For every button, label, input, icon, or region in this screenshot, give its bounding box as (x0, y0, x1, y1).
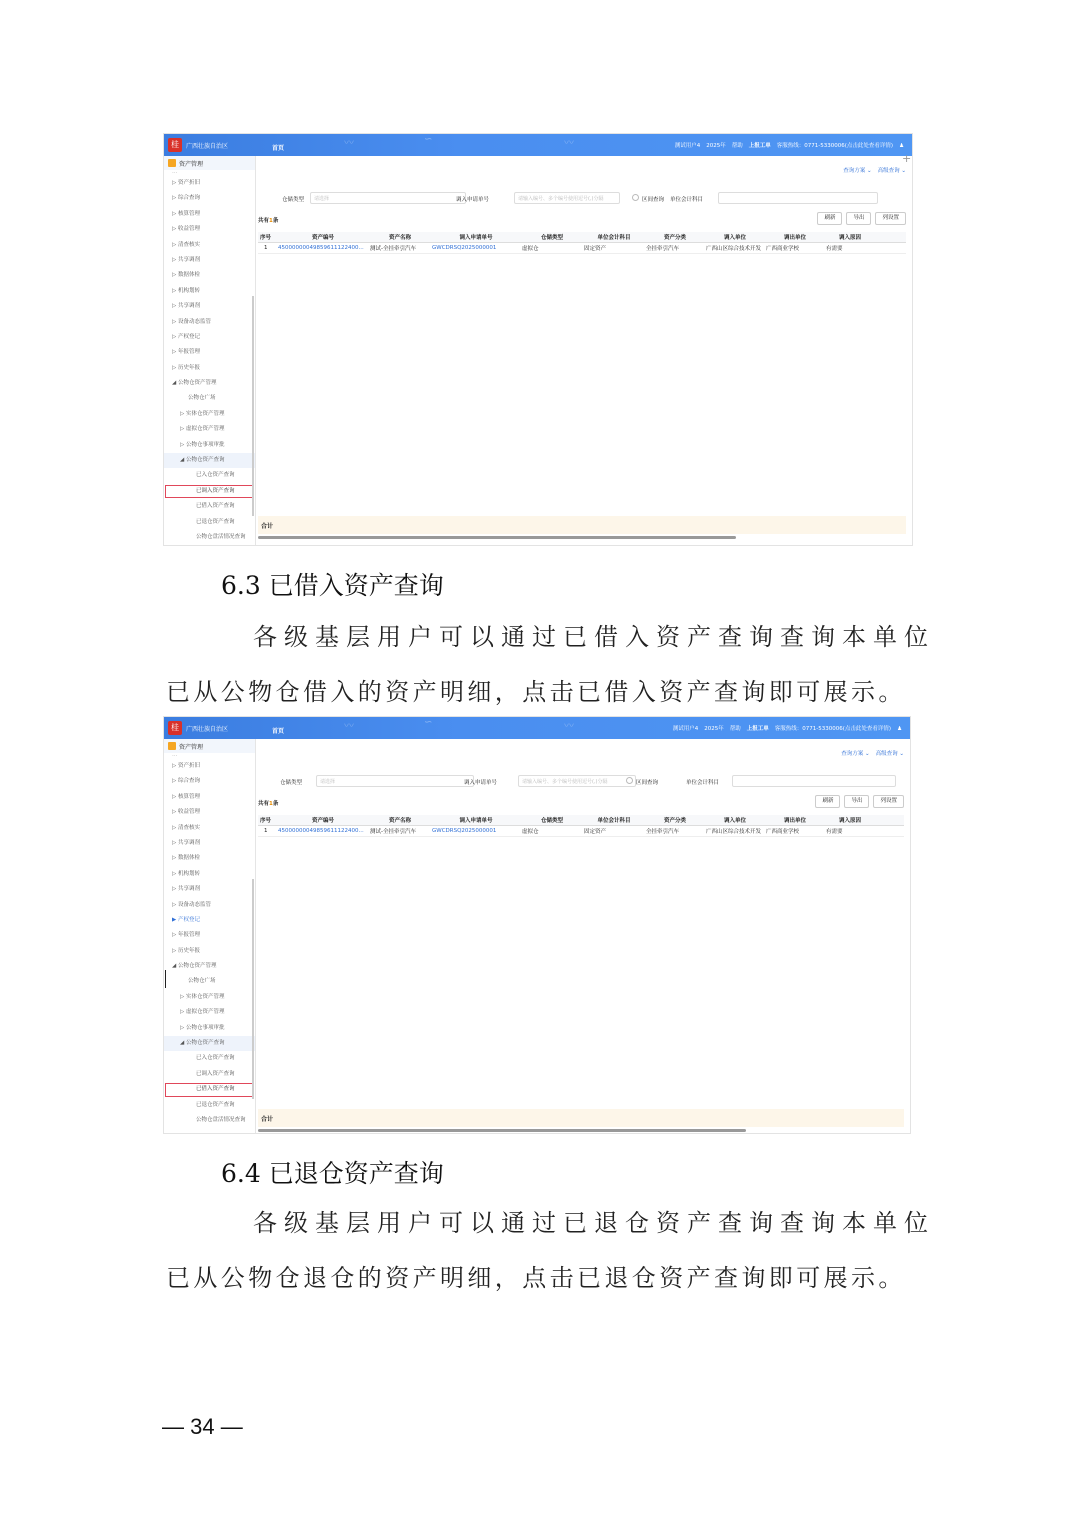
sidebar-item[interactable]: 已借入资产查询 (196, 503, 235, 510)
sidebar-item[interactable]: ▷ 数据体检 (172, 855, 200, 862)
top-link-0[interactable]: 测试用户4 (672, 726, 699, 732)
table-header-row (258, 232, 906, 243)
column-header[interactable]: 调入原因 (838, 235, 861, 241)
sidebar-item[interactable]: ▷ 共享调剂 (172, 256, 200, 263)
column-header[interactable]: 单位会计科目 (597, 818, 631, 824)
sidebar-item[interactable]: ◢ 公物仓资产查询 (164, 1036, 255, 1051)
table-cell: 1 (264, 245, 268, 251)
top-right-links (669, 141, 904, 149)
sidebar-item[interactable]: ▷ 综合查询 (172, 778, 200, 785)
main-content (256, 739, 910, 1133)
sidebar-item[interactable]: ▷ 核算管理 (172, 793, 200, 800)
sidebar (164, 739, 256, 1133)
table-cell: 广西山区综合技术开发 (706, 246, 762, 252)
horizontal-scrollbar[interactable] (258, 536, 736, 539)
sidebar-item[interactable]: ▷ 产权登记 (172, 333, 200, 340)
apply-no-input[interactable]: 请输入编号、多个编号使用逗号(,)分隔 (518, 775, 636, 787)
screenshot-borrowed-assets (163, 716, 911, 1134)
header-wave-icon: ∽ (424, 717, 433, 728)
sidebar-item[interactable]: ▶ 产权登记 (172, 916, 200, 923)
apply-no-input[interactable]: 请输入编号、多个编号使用逗号(,)分隔 (514, 192, 620, 204)
column-header[interactable]: 仓储类型 (540, 235, 563, 241)
top-link-1[interactable]: 2025年 (704, 726, 724, 732)
table-cell[interactable]: 4500000004985961112240​0... (278, 245, 364, 251)
column-header[interactable]: 单位会计科目 (597, 235, 631, 241)
table-row[interactable] (258, 243, 906, 254)
account-subject-input[interactable] (732, 775, 896, 787)
sidebar-item[interactable]: ▷ 历史年报 (172, 947, 200, 954)
user-icon[interactable]: ♟ (897, 726, 902, 732)
table-cell: 虚拟仓 (522, 829, 539, 835)
top-link-0[interactable]: 测试用户4 (674, 143, 701, 149)
sidebar-header-label: 资产管理 (179, 160, 204, 168)
paragraph-6-3-line2: 已从公物仓借入的资产明细，点击已借入资产查询即可展示。 (166, 678, 906, 706)
sidebar-item[interactable]: 已退仓资产查询 (196, 518, 235, 525)
table-cell: 广西商业学校 (766, 829, 800, 835)
horizontal-scrollbar[interactable] (258, 1129, 746, 1132)
top-link-2[interactable]: 帮助 (729, 726, 741, 732)
advanced-query-dropdown[interactable]: 高级查询 ⌄ (875, 751, 904, 757)
sidebar-item[interactable]: … (172, 170, 178, 175)
sidebar-item[interactable]: ▷ 清查核实 (172, 241, 200, 248)
top-bar (164, 134, 912, 156)
sidebar-item[interactable]: ▷ 资产折旧 (172, 180, 200, 186)
table-toolbar (815, 795, 904, 808)
column-header[interactable]: 资产编号 (311, 235, 334, 241)
account-subject-label: 单位会计科目 (686, 780, 720, 786)
table-cell: 有需要 (826, 829, 843, 835)
table-cell: 有需要 (826, 246, 843, 252)
sidebar-header[interactable] (164, 739, 255, 753)
sidebar-item[interactable]: ▷ 清查核实 (172, 824, 200, 831)
sidebar-item[interactable]: ◢ 公物仓资产管理 (172, 963, 217, 970)
top-bar (164, 717, 910, 739)
header-wave-icon: 〰 (564, 721, 574, 732)
text-cursor (165, 970, 166, 988)
sidebar-item[interactable]: ▷ 机构划转 (172, 287, 200, 294)
storage-type-select[interactable]: 请选择 (316, 775, 474, 787)
table-cell: 测试-全挂牵引汽车 (370, 246, 416, 252)
sidebar-item[interactable]: ▷ 实体仓资产管理 (180, 993, 225, 1000)
table-cell: 1 (264, 828, 268, 834)
header-wave-icon: ∽ (424, 134, 433, 145)
top-link-1[interactable]: 2025年 (706, 143, 726, 149)
account-subject-input[interactable] (718, 192, 878, 204)
sidebar-scrollbar[interactable] (252, 879, 254, 1099)
paragraph-6-4-line1: 各级基层用户可以通过已退仓资产查询查询本单位 (253, 1209, 935, 1237)
data-table (258, 232, 906, 254)
sidebar-item[interactable]: 公物仓盘活情况查询 (196, 533, 246, 540)
top-link-4[interactable]: 客服热线：0771-5330006(点击此处查看详情) (774, 726, 892, 732)
column-header[interactable]: 仓储类型 (540, 818, 563, 824)
column-header[interactable]: 调入申请单号 (459, 818, 493, 824)
paragraph-6-4-line2: 已从公物仓退仓的资产明细，点击已退仓资产查询即可展示。 (166, 1264, 906, 1292)
sidebar-item[interactable]: ▷ 虚拟仓资产管理 (180, 1009, 225, 1016)
sidebar-item[interactable]: ▷ 设备动态监管 (172, 318, 211, 325)
record-count-suffix: 条 (272, 801, 279, 807)
sidebar-item[interactable]: … (172, 753, 178, 758)
sidebar-item[interactable]: ▷ 综合查询 (172, 195, 200, 202)
table-header-row (258, 815, 904, 826)
range-query-checkbox[interactable] (626, 777, 633, 784)
sidebar-item[interactable]: ▷ 实体仓资产管理 (180, 410, 225, 417)
export-button[interactable]: 导出 (844, 795, 869, 808)
table-cell: 广西山区综合技术开发 (706, 829, 762, 835)
table-toolbar (817, 212, 906, 225)
top-link-2[interactable]: 帮助 (731, 143, 743, 149)
table-cell: 测试-全挂牵引汽车 (370, 829, 416, 835)
sidebar-item[interactable]: ▷ 共享调剂 (172, 886, 200, 893)
sidebar-item[interactable]: 公物仓广场 (188, 978, 216, 985)
storage-type-label: 仓储类型 (280, 780, 303, 786)
table-cell: 全挂牵引汽车 (646, 246, 680, 252)
range-query-label: 区间查询 (642, 197, 665, 203)
column-header[interactable]: 调入单位 (723, 818, 746, 824)
sidebar-item[interactable]: ▷ 资产折旧 (172, 763, 200, 769)
table-cell[interactable]: 4500000004985961112240​0... (278, 828, 364, 834)
header-wave-icon: 〰 (344, 721, 354, 732)
record-count-suffix: 条 (272, 218, 279, 224)
sidebar-item[interactable]: ▷ 机构划转 (172, 870, 200, 877)
column-header[interactable]: 资产分类 (663, 235, 686, 241)
sidebar-item[interactable]: ▷ 公物仓事项审批 (180, 1024, 225, 1031)
column-header[interactable]: 资产编号 (311, 818, 334, 824)
app-logo-icon: 桂 (168, 138, 182, 152)
query-scheme-links (835, 749, 904, 757)
sidebar-item[interactable]: 公物仓盘活情况查询 (196, 1116, 246, 1123)
column-header[interactable]: 资产名称 (388, 818, 411, 824)
query-scheme-dropdown[interactable]: 查询方案 ⌄ (841, 751, 870, 757)
storage-type-label: 仓储类型 (282, 197, 305, 203)
column-header[interactable]: 调入申请单号 (459, 235, 493, 241)
column-header[interactable]: 资产名称 (388, 235, 411, 241)
sidebar-item[interactable]: ▷ 收益管理 (172, 809, 200, 816)
sidebar-item[interactable]: ▷ 年报管理 (172, 349, 200, 356)
user-icon[interactable]: ♟ (899, 143, 904, 149)
sidebar-header[interactable] (164, 156, 255, 170)
sidebar-item[interactable]: ▷ 核算管理 (172, 210, 200, 217)
data-table (258, 815, 904, 837)
asset-folder-icon (168, 742, 176, 750)
storage-type-select[interactable]: 请选择 (310, 192, 466, 204)
sidebar-item[interactable]: ◢ 公物仓资产查询 (164, 453, 255, 468)
sidebar-item[interactable]: 公物仓广场 (188, 395, 216, 402)
sidebar-item[interactable]: ▷ 设备动态监管 (172, 901, 211, 908)
top-link-3[interactable]: 上报工单 (746, 726, 769, 732)
filter-bar (256, 775, 910, 789)
table-cell[interactable]: GWCDRSQ2025000001 (432, 245, 497, 251)
top-right-links (667, 724, 902, 732)
screenshot-received-assets (163, 133, 913, 546)
section-heading-6-4: 6.4 已退仓资产查询 (221, 1159, 444, 1188)
sidebar-item[interactable]: ▷ 年报管理 (172, 932, 200, 939)
expand-icon: + (902, 152, 912, 165)
sidebar-item[interactable]: 已借入资产查询 (164, 1082, 255, 1097)
section-heading-6-3: 6.3 已借入资产查询 (221, 571, 444, 600)
account-subject-label: 单位会计科目 (670, 197, 704, 203)
record-count (258, 216, 278, 224)
record-count-prefix: 共有 (258, 801, 270, 807)
header-wave-icon: 〰 (564, 138, 574, 149)
refresh-button[interactable]: 刷新 (817, 212, 842, 225)
sidebar-item[interactable]: ▷ 历史年报 (172, 364, 200, 371)
record-count-prefix: 共有 (258, 218, 270, 224)
sidebar-item[interactable]: ▷ 收益管理 (172, 226, 200, 233)
sidebar-item[interactable]: ▷ 公物仓事项审批 (180, 441, 225, 448)
app-title: 广西壮族自治区 (186, 143, 229, 150)
table-cell: 固定资产 (584, 829, 607, 835)
sidebar-item[interactable]: ▷ 共享调剂 (172, 839, 200, 846)
column-header[interactable]: 调入单位 (723, 235, 746, 241)
top-link-4[interactable]: 客服热线：0771-5330006(点击此处查看详情) (776, 143, 894, 149)
sidebar-item[interactable]: 已调入资产查询 (196, 1070, 235, 1077)
table-cell: 全挂牵引汽车 (646, 829, 680, 835)
apply-no-label: 调入申请单号 (464, 780, 498, 786)
sidebar-item[interactable]: 已退仓资产查询 (196, 1101, 235, 1108)
app-title: 广西壮族自治区 (186, 726, 229, 733)
column-header[interactable]: 调出单位 (783, 235, 806, 241)
column-header[interactable]: 调入原因 (838, 818, 861, 824)
header-wave-icon: 〰 (344, 138, 354, 149)
sidebar-header-label: 资产管理 (179, 743, 204, 751)
refresh-button[interactable]: 刷新 (815, 795, 840, 808)
sidebar (164, 156, 256, 545)
advanced-query-dropdown[interactable]: 高级查询 ⌄ (877, 168, 906, 174)
sidebar-item[interactable]: ◢ 公物仓资产管理 (172, 380, 217, 387)
paragraph-6-3-line1: 各级基层用户可以通过已借入资产查询查询本单位 (253, 623, 935, 651)
sidebar-item[interactable]: 已调入资产查询 (164, 484, 255, 499)
sidebar-item[interactable]: 已入仓资产查询 (196, 1055, 235, 1062)
table-cell: 固定资产 (584, 246, 607, 252)
query-scheme-dropdown[interactable]: 查询方案 ⌄ (843, 168, 872, 174)
range-query-label: 区间查询 (636, 780, 659, 786)
sidebar-scrollbar[interactable] (252, 296, 254, 516)
column-header[interactable]: 序号 (260, 235, 272, 241)
apply-no-label: 调入申请单号 (456, 197, 490, 203)
column-header[interactable]: 资产分类 (663, 818, 686, 824)
table-row[interactable] (258, 826, 904, 837)
table-cell[interactable]: GWCDRSQ2025000001 (432, 828, 497, 834)
range-query-checkbox[interactable] (632, 194, 639, 201)
table-cell: 虚拟仓 (522, 246, 539, 252)
sidebar-item[interactable]: ▷ 虚拟仓资产管理 (180, 426, 225, 433)
sidebar-item[interactable]: ▷ 共享调剂 (172, 303, 200, 310)
main-content (256, 156, 912, 545)
column-settings-button[interactable]: 列设置 (873, 795, 904, 808)
sidebar-item[interactable]: ▷ 数据体检 (172, 272, 200, 279)
table-cell: 广西商业学校 (766, 246, 800, 252)
record-count-value: 1 (269, 801, 273, 807)
page-number: — 34 — (162, 1414, 243, 1439)
sidebar-item[interactable]: 已入仓资产查询 (196, 472, 235, 479)
asset-folder-icon (168, 159, 176, 167)
tab-home[interactable]: 首页 (272, 728, 285, 735)
column-settings-button[interactable]: 列设置 (875, 212, 906, 225)
column-header[interactable]: 序号 (260, 818, 272, 824)
filter-bar (256, 192, 912, 206)
export-button[interactable]: 导出 (846, 212, 871, 225)
summary-row: 合计 (258, 516, 906, 534)
tab-home[interactable]: 首页 (272, 145, 285, 152)
query-scheme-links (837, 166, 906, 174)
summary-row: 合计 (258, 1109, 904, 1127)
column-header[interactable]: 调出单位 (783, 818, 806, 824)
app-logo-icon: 桂 (168, 721, 182, 735)
top-link-3[interactable]: 上报工单 (748, 143, 771, 149)
record-count (258, 799, 278, 807)
record-count-value: 1 (269, 218, 273, 224)
